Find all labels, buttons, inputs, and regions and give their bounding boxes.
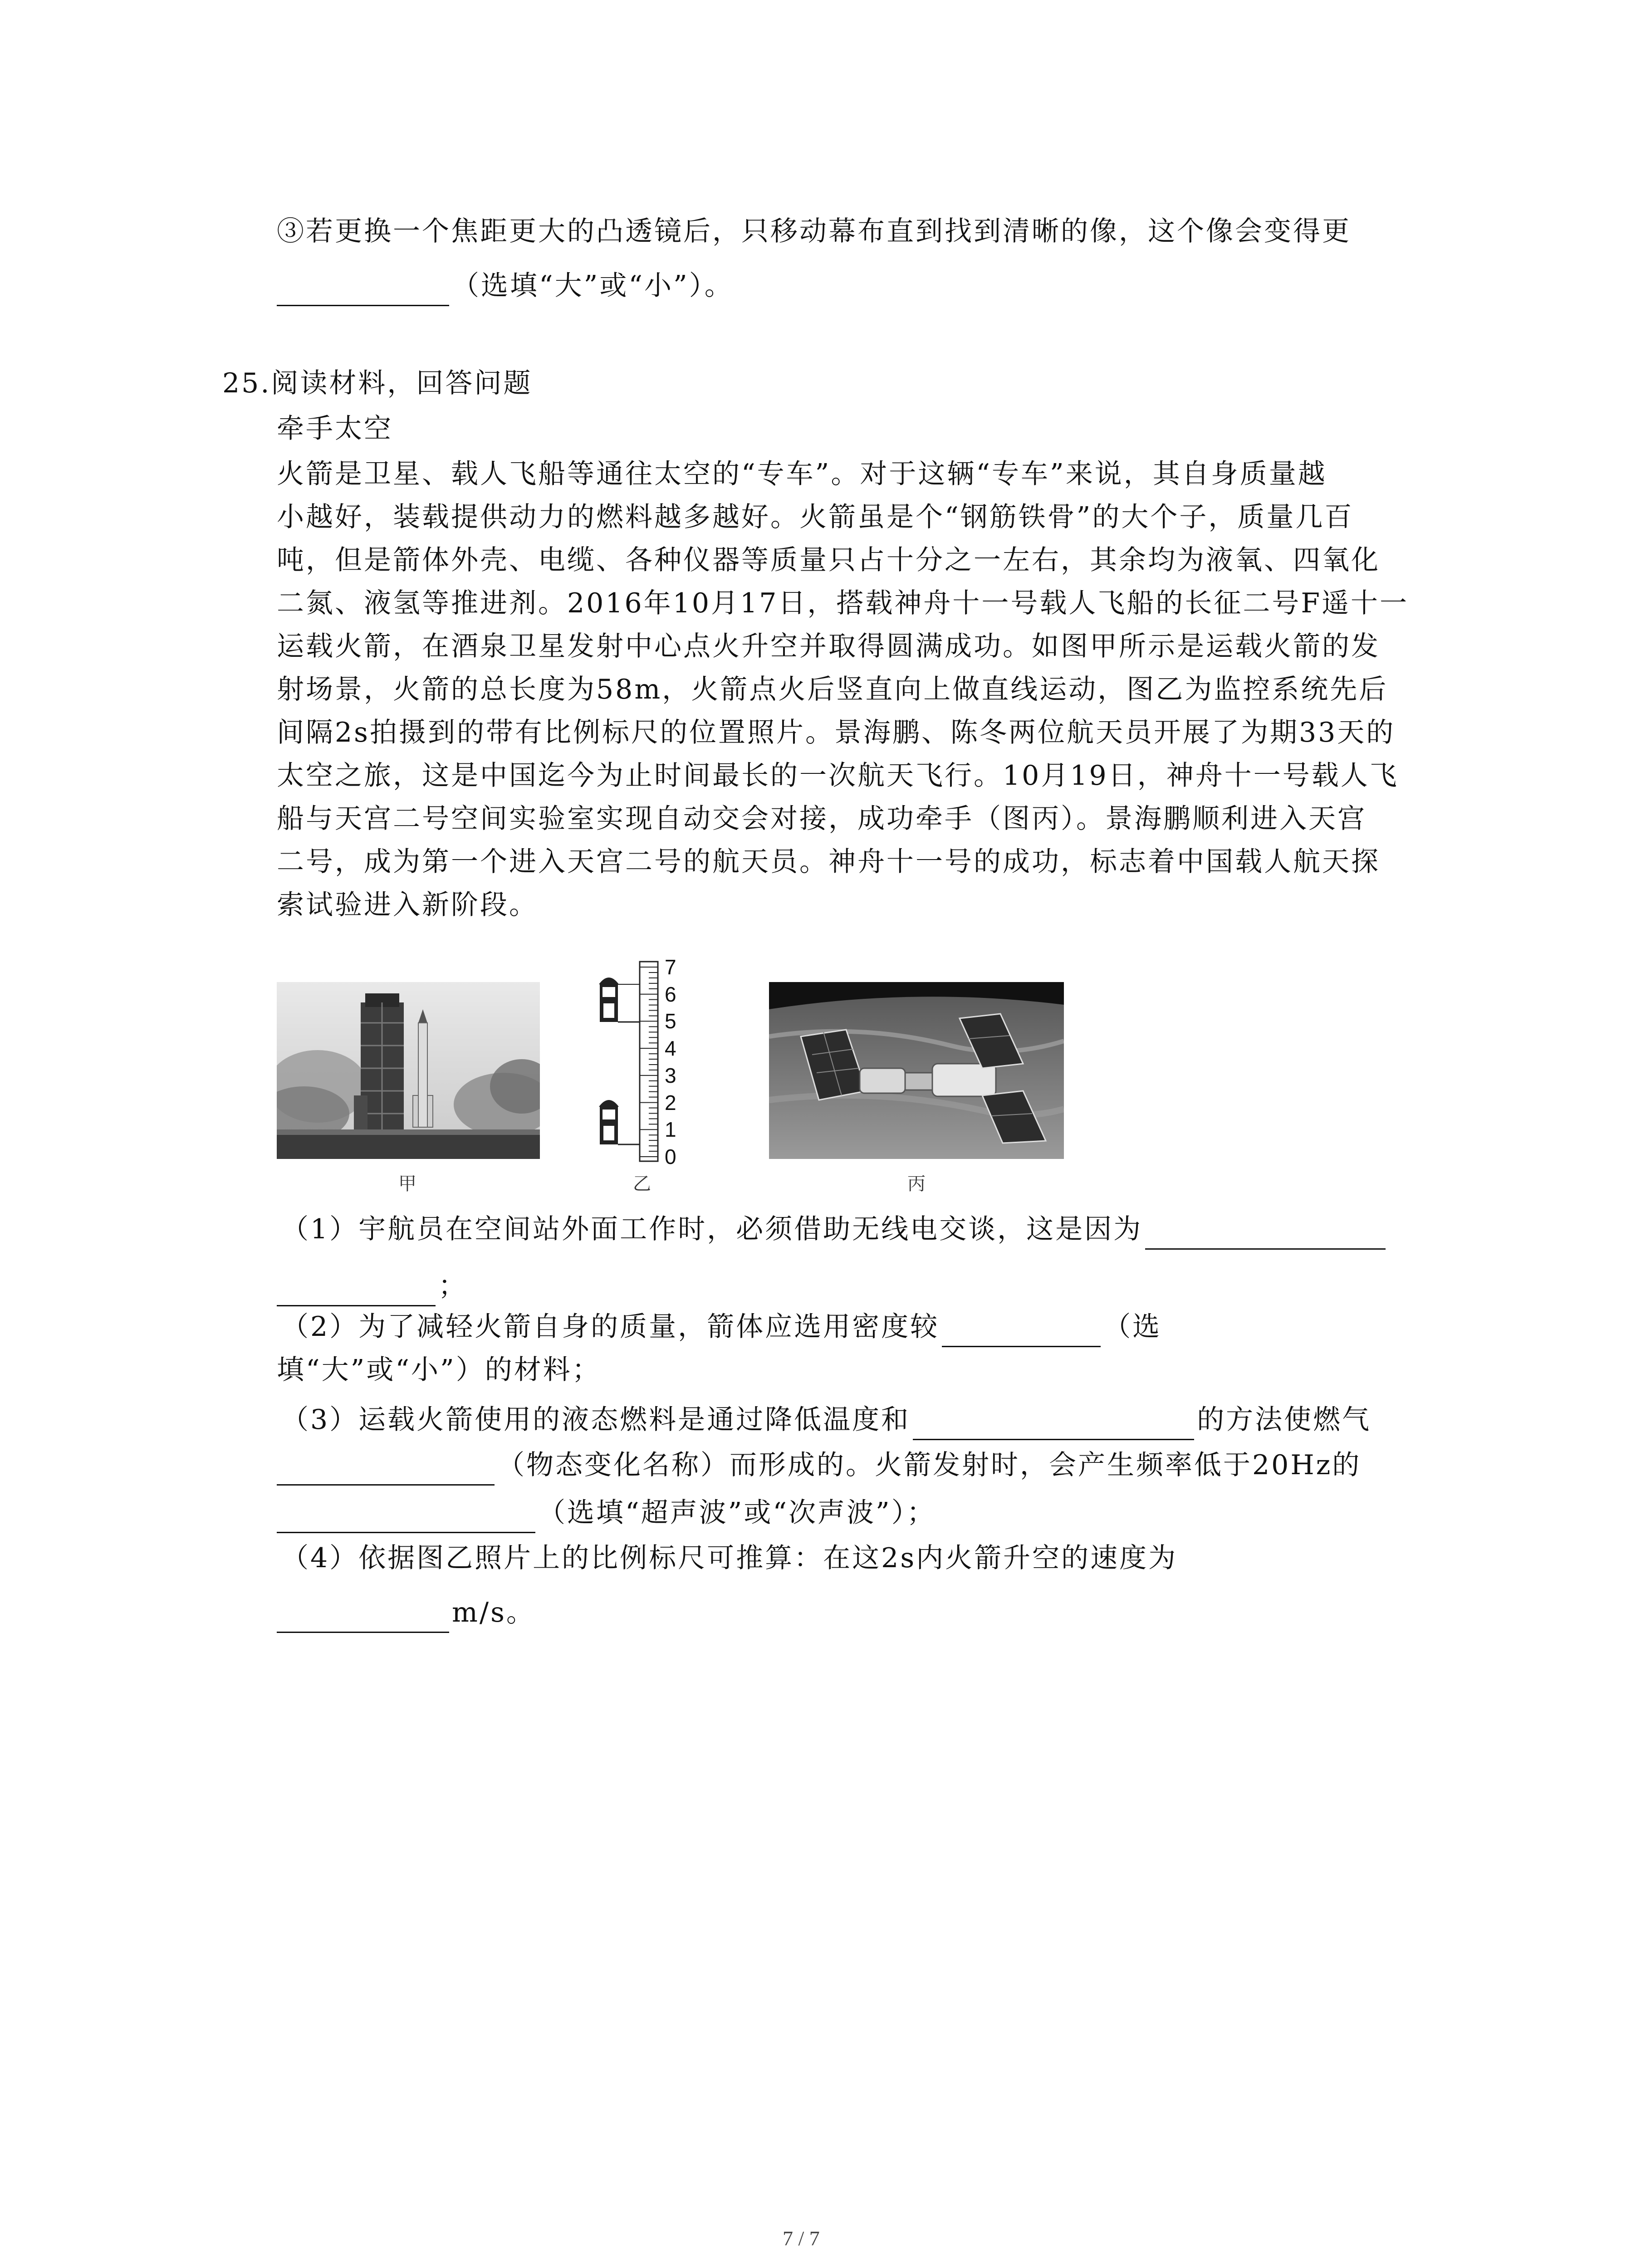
subquestion-1-line1 (281, 1209, 1388, 1250)
subquestion-2-text-after: （选 (1103, 1311, 1162, 1343)
ruler-tick-label: 2 (665, 1090, 676, 1114)
ruler-tick-label: 3 (665, 1063, 676, 1087)
passage-line: 二号，成为第一个进入天宫二号的航天员。神舟十一号的成功，标志着中国载人航天探 (277, 846, 1380, 878)
subquestion-3-line3 (277, 1492, 936, 1533)
figure-launch-photo (277, 982, 540, 1159)
figure-caption-c: 丙 (907, 1173, 926, 1194)
subquestion-3-line1 (281, 1399, 1371, 1440)
passage-line: 射场景，火箭的总长度为58m，火箭点火后竖直向上做直线运动，图乙为监控系统先后 (277, 674, 1388, 705)
passage-line: 吨，但是箭体外壳、电缆、各种仪器等质量只占十分之一左右，其余均为液氧、四氧化 (277, 544, 1380, 576)
page-number: 7 / 7 (783, 2227, 820, 2250)
passage-title: 牵手太空 (277, 413, 393, 445)
ruler-tick-label: 6 (665, 982, 676, 1006)
question-prompt: 阅读材料，回答问题 (271, 367, 533, 399)
passage-line: 间隔2s拍摄到的带有比例标尺的位置照片。景海鹏、陈冬两位航天员开展了为期33天的 (277, 717, 1396, 748)
passage-line: 二氮、液氢等推进剂。2016年10月17日，搭载神舟十一号载人飞船的长征二号F遥十一 (277, 587, 1409, 619)
answer-blank-lens-size[interactable] (277, 275, 449, 306)
rocket-lower-icon (599, 1100, 640, 1144)
figure-caption-a: 甲 (398, 1173, 416, 1194)
q24-part3-line1: ③若更换一个焦距更大的凸透镜后，只移动幕布直到找到清晰的像，这个像会变得更 (277, 215, 1351, 247)
answer-blank-wave-type[interactable] (277, 1502, 535, 1533)
subquestion-2-line2: 填“大”或“小”）的材料； (277, 1354, 601, 1386)
answer-blank-state-change[interactable] (277, 1454, 495, 1486)
subquestion-1-end: ； (438, 1270, 467, 1302)
q24-part3-line2 (277, 265, 734, 306)
question-25-header (222, 363, 532, 404)
ruler-tick-label: 7 (665, 955, 676, 979)
figure-ruler-photo (590, 957, 699, 1170)
passage-line: 太空之旅，这是中国迄今为止时间最长的一次航天飞行。10月19日，神舟十一号载人飞 (277, 760, 1399, 792)
question-number: 25. (222, 367, 271, 399)
subquestion-3-text: （3）运载火箭使用的液态燃料是通过降低温度和 (281, 1404, 911, 1436)
answer-blank-speed[interactable] (277, 1602, 449, 1633)
subquestion-4-line1: （4）依据图乙照片上的比例标尺可推算：在这2s内火箭升空的速度为 (281, 1542, 1178, 1574)
figure-caption-b: 乙 (633, 1173, 651, 1194)
passage-line: 运载火箭，在酒泉卫星发射中心点火升空并取得圆满成功。如图甲所示是运载火箭的发 (277, 631, 1380, 662)
passage-line: 索试验进入新阶段。 (277, 889, 538, 921)
scale-ruler-image (590, 957, 699, 1170)
ruler-tick-label: 4 (665, 1036, 676, 1061)
ruler-tick-label: 1 (665, 1118, 676, 1142)
subquestion-3-line2 (277, 1445, 1361, 1486)
subquestion-1-line2 (277, 1266, 467, 1306)
answer-blank-radio-reason[interactable] (1145, 1218, 1386, 1250)
answer-blank-radio-reason-cont[interactable] (277, 1275, 436, 1306)
passage-line: 小越好，装载提供动力的燃料越多越好。火箭虽是个“钢筋铁骨”的大个子，质量几百 (277, 501, 1354, 533)
passage-line: 船与天宫二号空间实验室实现自动交会对接，成功牵手（图丙）。景海鹏顺利进入天宫 (277, 803, 1367, 835)
figure-docking-photo (769, 982, 1064, 1159)
subquestion-3-line2-text: （物态变化名称）而形成的。火箭发射时，会产生频率低于20Hz的 (497, 1449, 1362, 1481)
answer-blank-method[interactable] (913, 1409, 1194, 1440)
q24-part3-line2-text: （选填“大”或“小”）。 (452, 270, 734, 302)
ruler-tick-label: 0 (665, 1145, 676, 1168)
answer-blank-density[interactable] (942, 1316, 1101, 1347)
passage-line: 火箭是卫星、载人飞船等通往太空的“专车”。对于这辆“专车”来说，其自身质量越 (277, 458, 1327, 490)
launch-photo-image (277, 982, 540, 1159)
ruler-tick-label: 5 (665, 1009, 676, 1033)
subquestion-4-unit: m/s。 (452, 1597, 535, 1628)
rocket-upper-icon (599, 978, 640, 1022)
subquestion-4-line2 (277, 1592, 535, 1633)
subquestion-2-text: （2）为了减轻火箭自身的质量，箭体应选用密度较 (281, 1311, 940, 1343)
subquestion-2-line1 (281, 1306, 1161, 1347)
subquestion-1-text: （1）宇航员在空间站外面工作时，必须借助无线电交谈，这是因为 (281, 1213, 1143, 1245)
docking-photo-image (769, 982, 1064, 1159)
subquestion-3-line3-text: （选填“超声波”或“次声波”）； (538, 1497, 936, 1529)
subquestion-3-text-after: 的方法使燃气 (1197, 1404, 1372, 1436)
